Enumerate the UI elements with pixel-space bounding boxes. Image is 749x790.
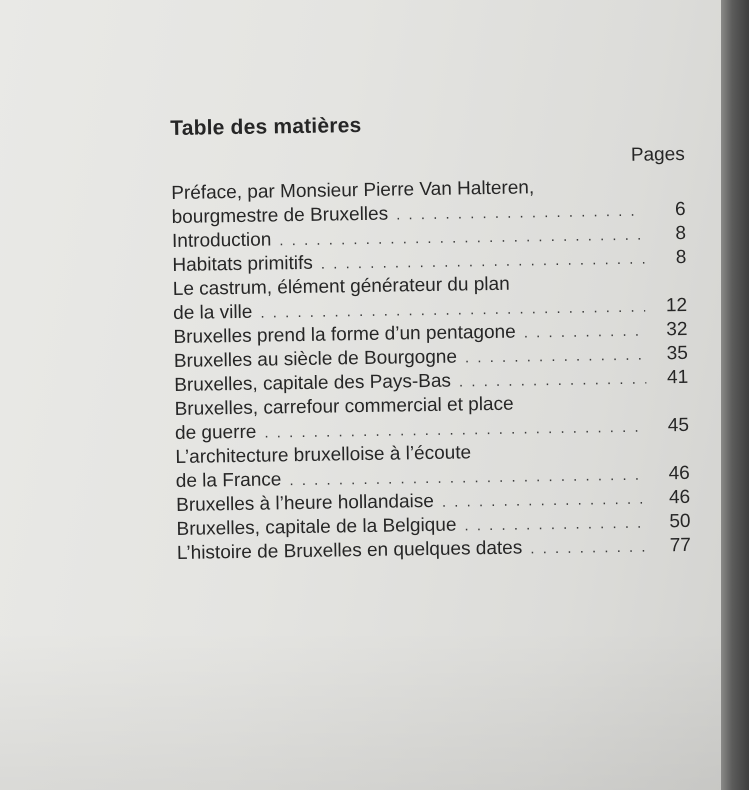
toc-entry-title: Le castrum, élément générateur du plan — [172, 273, 510, 300]
toc-entry-title: Habitats primitifs — [172, 252, 313, 276]
toc-entry-title: L’histoire de Bruxelles en quelques dates — [176, 537, 523, 564]
toc-entry-castrum — [173, 270, 694, 326]
pages-column-header: Pages — [630, 143, 685, 166]
toc-entry-title: Préface, par Monsieur Pierre Van Halteren, — [171, 177, 535, 204]
toc-page-number: 50 — [669, 510, 691, 533]
toc-page-number: 8 — [675, 246, 687, 269]
toc-page-number: 8 — [675, 222, 687, 245]
toc-page-number: 46 — [668, 462, 690, 485]
toc-page-number: 32 — [666, 318, 688, 341]
dot-leader — [464, 512, 648, 539]
page-shadow — [0, 630, 721, 790]
toc-entry-title: Bruxelles prend la forme d’un pentagone — [173, 321, 516, 348]
toc-entry-preface — [171, 174, 692, 230]
toc-title: Table des matières — [170, 113, 362, 140]
toc-page-number: 46 — [668, 486, 691, 509]
table-of-contents — [170, 104, 697, 566]
dot-leader — [442, 488, 649, 515]
toc-entry-title: Bruxelles à l’heure hollandaise — [176, 490, 435, 516]
toc-page-number: 41 — [666, 366, 689, 389]
toc-entry-title: Bruxelles au siècle de Bourgogne — [173, 346, 458, 372]
toc-entry-title-continued: de la ville — [173, 301, 253, 324]
toc-page-number: 12 — [665, 294, 688, 317]
toc-page-number: 77 — [669, 534, 692, 557]
toc-page-number: 6 — [674, 198, 686, 221]
dot-leader — [459, 368, 647, 395]
toc-entry-title-continued: bourgmestre de Bruxelles — [171, 203, 389, 228]
book-page-edge — [721, 0, 749, 790]
dot-leader — [524, 320, 646, 346]
toc-entry-carrefour — [174, 390, 695, 446]
toc-entry-title: Introduction — [171, 229, 272, 252]
toc-page-number: 45 — [667, 414, 690, 437]
toc-entry-architecture — [175, 438, 696, 494]
toc-entry-title-continued: de guerre — [174, 421, 257, 444]
toc-entry-title: Bruxelles, carrefour commercial et place — [174, 393, 514, 420]
toc-list — [171, 174, 697, 566]
dot-leader — [530, 536, 649, 562]
toc-entry-title: Bruxelles, capitale des Pays-Bas — [174, 370, 452, 396]
toc-page-number: 35 — [666, 342, 689, 365]
toc-entry-title-continued: de la France — [175, 469, 282, 492]
toc-entry-title: L’architecture bruxelloise à l’écoute — [175, 442, 472, 468]
toc-entry-title: Bruxelles, capitale de la Belgique — [176, 514, 457, 540]
dot-leader — [465, 344, 646, 371]
